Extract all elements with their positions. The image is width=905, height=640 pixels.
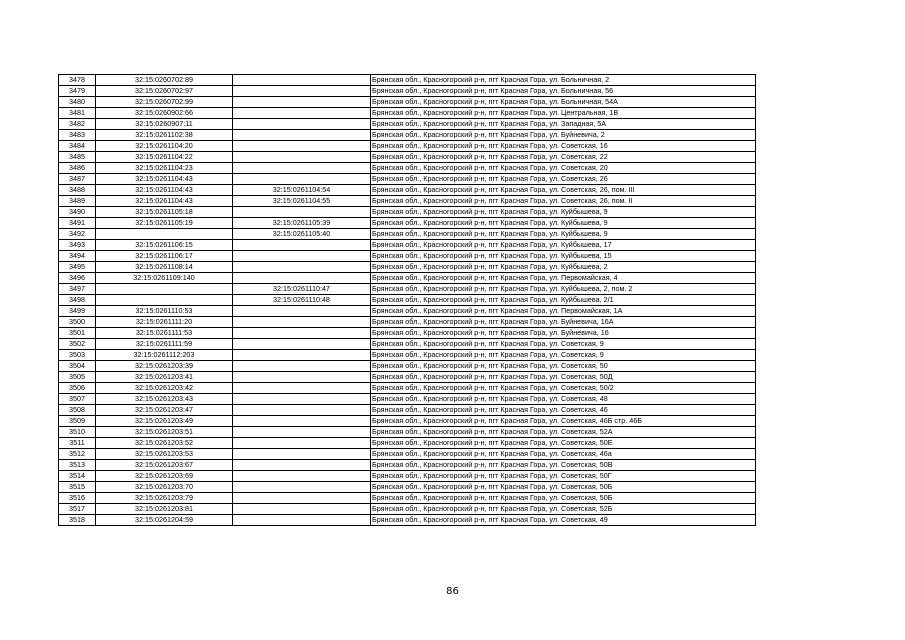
cadastral-number-cell: 32:15:0261204:59	[96, 515, 233, 526]
row-number-cell: 3488	[59, 185, 96, 196]
cadastral-number-cell: 32:15:0261203:52	[96, 438, 233, 449]
row-number-cell: 3505	[59, 372, 96, 383]
cadastral-number-cell: 32:15:0261109:140	[96, 273, 233, 284]
row-number-cell: 3495	[59, 262, 96, 273]
table-row	[59, 130, 756, 141]
related-cadastral-number-cell	[233, 515, 371, 526]
cadastral-number-cell: 32:15:0261111:20	[96, 317, 233, 328]
row-number-cell: 3479	[59, 86, 96, 97]
row-number-cell: 3482	[59, 119, 96, 130]
table-row	[59, 152, 756, 163]
table-row	[59, 383, 756, 394]
related-cadastral-number-cell	[233, 416, 371, 427]
related-cadastral-number-cell	[233, 383, 371, 394]
table-row	[59, 306, 756, 317]
address-cell: Брянская обл., Красногорский р-н, пгт Красная Гора, ул. Советская, 26, пом. II	[371, 196, 756, 207]
row-number-cell: 3478	[59, 75, 96, 86]
address-cell: Брянская обл., Красногорский р-н, пгт Красная Гора, ул. Буйневича, 16	[371, 328, 756, 339]
address-cell: Брянская обл., Красногорский р-н, пгт Красная Гора, ул. Советская, 50Д	[371, 372, 756, 383]
cadastral-number-cell: 32:15:0261104:23	[96, 163, 233, 174]
row-number-cell: 3507	[59, 394, 96, 405]
table-row	[59, 273, 756, 284]
address-cell: Брянская обл., Красногорский р-н, пгт Красная Гора, ул. Куйбышева, 15	[371, 251, 756, 262]
table-row	[59, 240, 756, 251]
row-number-cell: 3487	[59, 174, 96, 185]
row-number-cell: 3499	[59, 306, 96, 317]
table-row	[59, 449, 756, 460]
related-cadastral-number-cell: 32:15:0261104:55	[233, 196, 371, 207]
cadastral-number-cell: 32:15:0260702:89	[96, 75, 233, 86]
address-cell: Брянская обл., Красногорский р-н, пгт Красная Гора, ул. Центральная, 1В	[371, 108, 756, 119]
address-cell: Брянская обл., Красногорский р-н, пгт Красная Гора, ул. Больничная, 54А	[371, 97, 756, 108]
table-row	[59, 119, 756, 130]
cadastral-number-cell: 32:15:0260907:11	[96, 119, 233, 130]
table-row	[59, 317, 756, 328]
table-row	[59, 262, 756, 273]
cadastral-number-cell: 32:15:0261203:79	[96, 493, 233, 504]
table-row	[59, 372, 756, 383]
cadastral-number-cell: 32:15:0261203:70	[96, 482, 233, 493]
related-cadastral-number-cell	[233, 174, 371, 185]
registry-table	[58, 74, 756, 526]
address-cell: Брянская обл., Красногорский р-н, пгт Красная Гора, ул. Советская, 50Б	[371, 482, 756, 493]
row-number-cell: 3498	[59, 295, 96, 306]
address-cell: Брянская обл., Красногорский р-н, пгт Красная Гора, ул. Буйневича, 2	[371, 130, 756, 141]
cadastral-number-cell: 32:15:0261203:41	[96, 372, 233, 383]
related-cadastral-number-cell	[233, 504, 371, 515]
table-row	[59, 350, 756, 361]
cadastral-number-cell: 32:15:0261203:42	[96, 383, 233, 394]
related-cadastral-number-cell	[233, 372, 371, 383]
cadastral-number-cell: 32:15:0261106:17	[96, 251, 233, 262]
related-cadastral-number-cell	[233, 471, 371, 482]
cadastral-number-cell: 32:15:0260902:66	[96, 108, 233, 119]
registry-table-body	[59, 75, 756, 526]
related-cadastral-number-cell	[233, 207, 371, 218]
address-cell: Брянская обл., Красногорский р-н, пгт Красная Гора, ул. Куйбышева, 9	[371, 218, 756, 229]
cadastral-number-cell: 32:15:0261108:14	[96, 262, 233, 273]
table-row	[59, 295, 756, 306]
cadastral-number-cell: 32:15:0261203:81	[96, 504, 233, 515]
cadastral-number-cell: 32:15:0261203:49	[96, 416, 233, 427]
related-cadastral-number-cell	[233, 86, 371, 97]
cadastral-number-cell: 32:15:0261104:22	[96, 152, 233, 163]
cadastral-number-cell: 32:15:0260702:97	[96, 86, 233, 97]
related-cadastral-number-cell: 32:15:0261104:54	[233, 185, 371, 196]
address-cell: Брянская обл., Красногорский р-н, пгт Красная Гора, ул. Советская, 46Б стр. 46Б	[371, 416, 756, 427]
related-cadastral-number-cell	[233, 119, 371, 130]
cadastral-number-cell: 32:15:0261203:43	[96, 394, 233, 405]
table-row	[59, 229, 756, 240]
table-row	[59, 75, 756, 86]
row-number-cell: 3512	[59, 449, 96, 460]
related-cadastral-number-cell	[233, 438, 371, 449]
address-cell: Брянская обл., Красногорский р-н, пгт Красная Гора, ул. Советская, 50Б	[371, 493, 756, 504]
table-row	[59, 482, 756, 493]
address-cell: Брянская обл., Красногорский р-н, пгт Красная Гора, ул. Советская, 50	[371, 361, 756, 372]
related-cadastral-number-cell	[233, 460, 371, 471]
address-cell: Брянская обл., Красногорский р-н, пгт Красная Гора, ул. Куйбышева, 9	[371, 229, 756, 240]
cadastral-number-cell: 32:15:0261104:43	[96, 174, 233, 185]
row-number-cell: 3504	[59, 361, 96, 372]
related-cadastral-number-cell	[233, 141, 371, 152]
related-cadastral-number-cell: 32:15:0261110:47	[233, 284, 371, 295]
cadastral-number-cell: 32:15:0261104:43	[96, 196, 233, 207]
table-row	[59, 361, 756, 372]
page-number: 86	[446, 586, 459, 597]
row-number-cell: 3497	[59, 284, 96, 295]
row-number-cell: 3480	[59, 97, 96, 108]
related-cadastral-number-cell	[233, 317, 371, 328]
cadastral-number-cell: 32:15:0261111:59	[96, 339, 233, 350]
row-number-cell: 3493	[59, 240, 96, 251]
related-cadastral-number-cell	[233, 240, 371, 251]
related-cadastral-number-cell	[233, 251, 371, 262]
row-number-cell: 3485	[59, 152, 96, 163]
table-row	[59, 394, 756, 405]
cadastral-number-cell	[96, 229, 233, 240]
address-cell: Брянская обл., Красногорский р-н, пгт Красная Гора, ул. Больничная, 2	[371, 75, 756, 86]
table-row	[59, 471, 756, 482]
related-cadastral-number-cell	[233, 427, 371, 438]
row-number-cell: 3516	[59, 493, 96, 504]
table-row	[59, 416, 756, 427]
related-cadastral-number-cell	[233, 482, 371, 493]
address-cell: Брянская обл., Красногорский р-н, пгт Красная Гора, ул. Куйбышева, 9	[371, 207, 756, 218]
address-cell: Брянская обл., Красногорский р-н, пгт Красная Гора, ул. Первомайская, 4	[371, 273, 756, 284]
cadastral-number-cell: 32:15:0261104:43	[96, 185, 233, 196]
address-cell: Брянская обл., Красногорский р-н, пгт Красная Гора, ул. Советская, 49	[371, 515, 756, 526]
row-number-cell: 3509	[59, 416, 96, 427]
table-row	[59, 460, 756, 471]
row-number-cell: 3511	[59, 438, 96, 449]
row-number-cell: 3496	[59, 273, 96, 284]
cadastral-number-cell: 32:15:0261105:19	[96, 218, 233, 229]
cadastral-number-cell: 32:15:0260702:99	[96, 97, 233, 108]
address-cell: Брянская обл., Красногорский р-н, пгт Красная Гора, ул. Советская, 52А	[371, 427, 756, 438]
table-row	[59, 405, 756, 416]
table-row	[59, 493, 756, 504]
related-cadastral-number-cell	[233, 97, 371, 108]
cadastral-number-cell: 32:15:0261203:47	[96, 405, 233, 416]
table-row	[59, 86, 756, 97]
address-cell: Брянская обл., Красногорский р-н, пгт Красная Гора, ул. Куйбышева, 2/1	[371, 295, 756, 306]
address-cell: Брянская обл., Красногорский р-н, пгт Красная Гора, ул. Куйбышева, 17	[371, 240, 756, 251]
address-cell: Брянская обл., Красногорский р-н, пгт Красная Гора, ул. Первомайская, 1А	[371, 306, 756, 317]
row-number-cell: 3494	[59, 251, 96, 262]
row-number-cell: 3500	[59, 317, 96, 328]
table-row	[59, 284, 756, 295]
table-row	[59, 141, 756, 152]
address-cell: Брянская обл., Красногорский р-н, пгт Красная Гора, ул. Советская, 26, пом. III	[371, 185, 756, 196]
related-cadastral-number-cell	[233, 350, 371, 361]
row-number-cell: 3515	[59, 482, 96, 493]
related-cadastral-number-cell	[233, 130, 371, 141]
row-number-cell: 3484	[59, 141, 96, 152]
cadastral-number-cell	[96, 284, 233, 295]
related-cadastral-number-cell	[233, 108, 371, 119]
related-cadastral-number-cell	[233, 449, 371, 460]
related-cadastral-number-cell	[233, 361, 371, 372]
row-number-cell: 3486	[59, 163, 96, 174]
address-cell: Брянская обл., Красногорский р-н, пгт Красная Гора, ул. Больничная, 56	[371, 86, 756, 97]
row-number-cell: 3501	[59, 328, 96, 339]
address-cell: Брянская обл., Красногорский р-н, пгт Красная Гора, ул. Советская, 22	[371, 152, 756, 163]
table-row	[59, 185, 756, 196]
cadastral-number-cell: 32:15:0261203:53	[96, 449, 233, 460]
cadastral-number-cell: 32:15:0261110:53	[96, 306, 233, 317]
related-cadastral-number-cell	[233, 152, 371, 163]
cadastral-number-cell: 32:15:0261105:18	[96, 207, 233, 218]
table-row	[59, 174, 756, 185]
related-cadastral-number-cell: 32:15:0261105:39	[233, 218, 371, 229]
cadastral-number-cell: 32:15:0261203:69	[96, 471, 233, 482]
table-row	[59, 207, 756, 218]
address-cell: Брянская обл., Красногорский р-н, пгт Красная Гора, ул. Советская, 46а	[371, 449, 756, 460]
address-cell: Брянская обл., Красногорский р-н, пгт Красная Гора, ул. Советская, 50Г	[371, 471, 756, 482]
address-cell: Брянская обл., Красногорский р-н, пгт Красная Гора, ул. Советская, 9	[371, 339, 756, 350]
row-number-cell: 3490	[59, 207, 96, 218]
address-cell: Брянская обл., Красногорский р-н, пгт Красная Гора, ул. Буйневича, 16А	[371, 317, 756, 328]
row-number-cell: 3489	[59, 196, 96, 207]
table-row	[59, 427, 756, 438]
related-cadastral-number-cell	[233, 493, 371, 504]
address-cell: Брянская обл., Красногорский р-н, пгт Красная Гора, ул. Советская, 50/2	[371, 383, 756, 394]
row-number-cell: 3502	[59, 339, 96, 350]
address-cell: Брянская обл., Красногорский р-н, пгт Красная Гора, ул. Куйбышева, 2, пом. 2	[371, 284, 756, 295]
row-number-cell: 3481	[59, 108, 96, 119]
related-cadastral-number-cell: 32:15:0261110:48	[233, 295, 371, 306]
table-row	[59, 218, 756, 229]
table-row	[59, 251, 756, 262]
related-cadastral-number-cell	[233, 328, 371, 339]
table-row	[59, 196, 756, 207]
address-cell: Брянская обл., Красногорский р-н, пгт Красная Гора, ул. Советская, 20	[371, 163, 756, 174]
table-row	[59, 515, 756, 526]
related-cadastral-number-cell	[233, 273, 371, 284]
cadastral-number-cell: 32:15:0261106:15	[96, 240, 233, 251]
table-row	[59, 108, 756, 119]
address-cell: Брянская обл., Красногорский р-н, пгт Красная Гора, ул. Советская, 26	[371, 174, 756, 185]
cadastral-number-cell: 32:15:0261203:39	[96, 361, 233, 372]
address-cell: Брянская обл., Красногорский р-н, пгт Красная Гора, ул. Советская, 52Б	[371, 504, 756, 515]
cadastral-number-cell: 32:15:0261102:38	[96, 130, 233, 141]
row-number-cell: 3508	[59, 405, 96, 416]
row-number-cell: 3517	[59, 504, 96, 515]
row-number-cell: 3518	[59, 515, 96, 526]
table-row	[59, 163, 756, 174]
row-number-cell: 3503	[59, 350, 96, 361]
related-cadastral-number-cell	[233, 394, 371, 405]
address-cell: Брянская обл., Красногорский р-н, пгт Красная Гора, ул. Советская, 50В	[371, 460, 756, 471]
row-number-cell: 3506	[59, 383, 96, 394]
table-row	[59, 328, 756, 339]
related-cadastral-number-cell	[233, 339, 371, 350]
address-cell: Брянская обл., Красногорский р-н, пгт Красная Гора, ул. Западная, 5А	[371, 119, 756, 130]
row-number-cell: 3514	[59, 471, 96, 482]
table-row	[59, 339, 756, 350]
address-cell: Брянская обл., Красногорский р-н, пгт Красная Гора, ул. Советская, 46	[371, 405, 756, 416]
cadastral-number-cell: 32:15:0261112:203	[96, 350, 233, 361]
related-cadastral-number-cell	[233, 405, 371, 416]
row-number-cell: 3483	[59, 130, 96, 141]
address-cell: Брянская обл., Красногорский р-н, пгт Красная Гора, ул. Советская, 48	[371, 394, 756, 405]
row-number-cell: 3492	[59, 229, 96, 240]
address-cell: Брянская обл., Красногорский р-н, пгт Красная Гора, ул. Советская, 50Е	[371, 438, 756, 449]
cadastral-number-cell	[96, 295, 233, 306]
cadastral-number-cell: 32:15:0261104:20	[96, 141, 233, 152]
cadastral-number-cell: 32:15:0261203:67	[96, 460, 233, 471]
cadastral-number-cell: 32:15:0261203:51	[96, 427, 233, 438]
table-row	[59, 438, 756, 449]
related-cadastral-number-cell: 32:15:0261105:40	[233, 229, 371, 240]
row-number-cell: 3491	[59, 218, 96, 229]
related-cadastral-number-cell	[233, 163, 371, 174]
related-cadastral-number-cell	[233, 262, 371, 273]
cadastral-number-cell: 32:15:0261111:53	[96, 328, 233, 339]
row-number-cell: 3510	[59, 427, 96, 438]
row-number-cell: 3513	[59, 460, 96, 471]
related-cadastral-number-cell	[233, 75, 371, 86]
address-cell: Брянская обл., Красногорский р-н, пгт Красная Гора, ул. Советская, 16	[371, 141, 756, 152]
table-row	[59, 504, 756, 515]
address-cell: Брянская обл., Красногорский р-н, пгт Красная Гора, ул. Советская, 9	[371, 350, 756, 361]
related-cadastral-number-cell	[233, 306, 371, 317]
table-row	[59, 97, 756, 108]
address-cell: Брянская обл., Красногорский р-н, пгт Красная Гора, ул. Куйбышева, 2	[371, 262, 756, 273]
